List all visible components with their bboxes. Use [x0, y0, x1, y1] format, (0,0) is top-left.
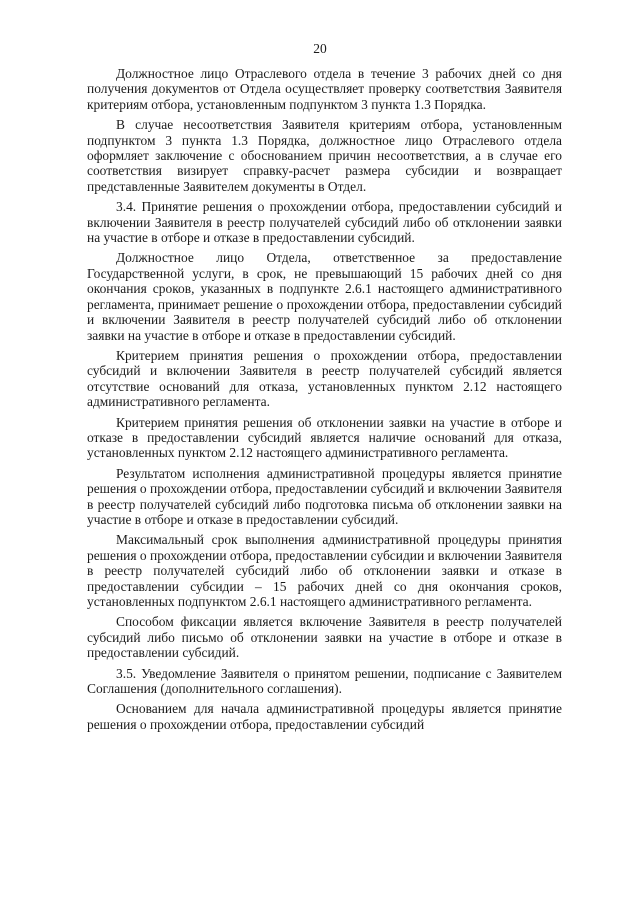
document-body: [87, 66, 562, 737]
paragraph-noncompliance: В случае несоответствия Заявителя критериям отбора, установленным подпунктом 3 пункта 1.3 Порядка, должностное лицо Отраслевого отдела оформляет заключение с обоснованием причин несоответствия, а в случае его соответствия визирует справку-расчет размера субсидии и возвращает представленные Заявителем документы в Отдел.: [87, 117, 562, 194]
paragraph-approval-criterion: Критерием принятия решения о прохождении отбора, предоставлении субсидий и включении Заявителя в реестр получателей субсидий является отсутствие оснований для отказа, установленных пунктом 2.12 настоящего административного регламента.: [87, 347, 562, 410]
page-number: 20: [313, 41, 327, 56]
paragraph-decision-deadline: Должностное лицо Отдела, ответственное за предоставление Государственной услуги, в срок, не превышающий 15 рабочих дней со дня окончания сроков, указанных в подпункте 2.6.1 настоящего административного регламента, принимает решение о прохождении отбора, предоставлении субсидий и включении Заявителя в реестр получателей субсидий либо об отклонении заявки на участие в отборе и отказе в предоставлении субсидий.: [87, 250, 562, 343]
paragraph-procedure-basis: Основанием для начала административной процедуры является принятие решения о прохождении отбора, предоставлении субсидий: [87, 701, 562, 732]
section-heading-3-4: 3.4. Принятие решения о прохождении отбора, предоставлении субсидий и включении Заявителя в реестр получателей субсидий либо об отклонении заявки на участие в отборе и отказе в предоставлении субсидий.: [87, 199, 562, 246]
paragraph-fixation-method: Способом фиксации является включение Заявителя в реестр получателей субсидий либо письмо об отклонении заявки на участие в отборе и отказе в предоставлении субсидий.: [87, 614, 562, 661]
paragraph-max-term: Максимальный срок выполнения административной процедуры принятия решения о прохождении отбора, предоставлении субсидии и включении Заявителя в реестр получателей субсидий либо об отклонении заявки и отказе в предоставлении субсидии – 15 рабочих дней со дня окончания сроков, установленных подпунктом 2.6.1 настоящего административного регламента.: [87, 532, 562, 609]
paragraph-procedure-result: Результатом исполнения административной процедуры является принятие решения о прохождении отбора, предоставлении субсидий и включении Заявителя в реестр получателей субсидий либо подготовка письма об отклонении заявки на участие в отборе и отказе в предоставлении субсидий.: [87, 465, 562, 527]
section-heading-3-5: 3.5. Уведомление Заявителя о принятом решении, подписание с Заявителем Соглашения (дополнительного соглашения).: [87, 665, 562, 697]
paragraph-rejection-criterion: Критерием принятия решения об отклонении заявки на участие в отборе и отказе в предоставлении субсидий является наличие оснований для отказа, установленных пунктом 2.12 настоящего административного регламента.: [87, 414, 562, 461]
paragraph-sector-review: Должностное лицо Отраслевого отдела в течение 3 рабочих дней со дня получения документов от Отдела осуществляет проверку соответствия Заявителя критериям отбора, установленным подпунктом 3 пункта 1.3 Порядка.: [87, 66, 562, 112]
